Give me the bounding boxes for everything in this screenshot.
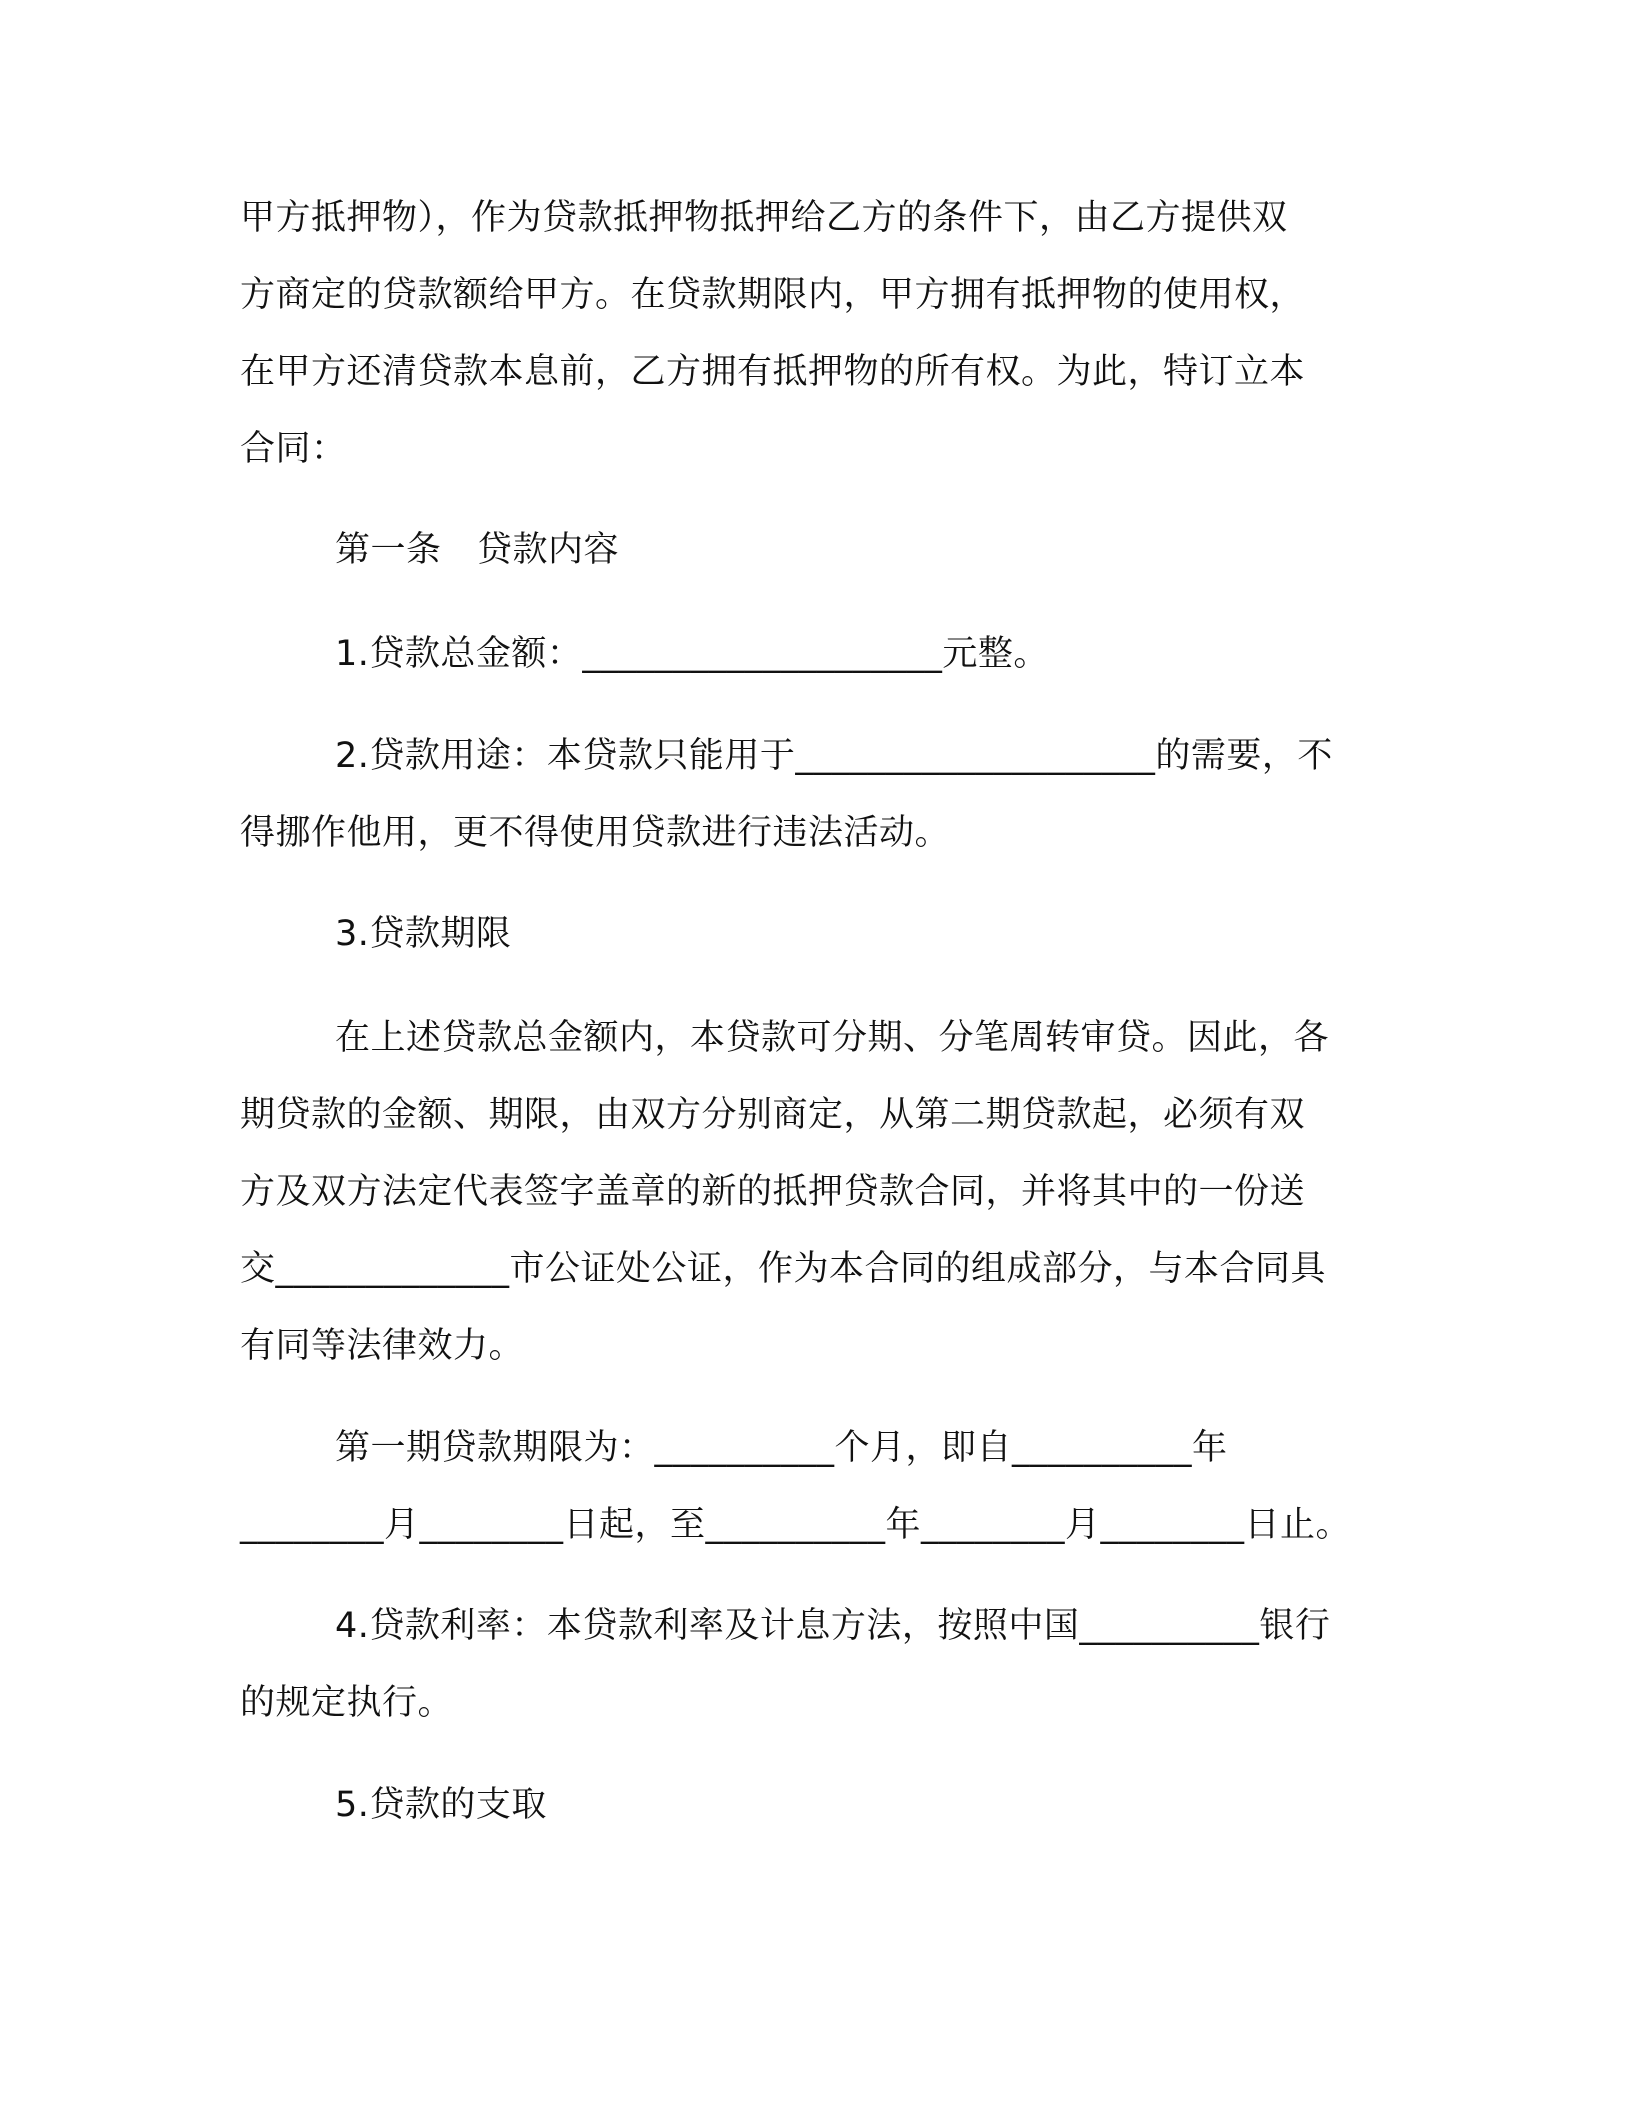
- clause-line: 2.贷款用途：本贷款只能用于____________________的需要，不: [335, 736, 1333, 776]
- paragraph-line: 合同：: [240, 429, 347, 469]
- paragraph-line: 交_____________市公证处公证，作为本合同的组成部分，与本合同具: [240, 1249, 1327, 1289]
- paragraph-line: 有同等法律效力。: [240, 1326, 525, 1366]
- paragraph-line: 第一期贷款期限为：__________个月，即自__________年: [335, 1428, 1228, 1468]
- paragraph-line: 期贷款的金额、期限，由双方分别商定，从第二期贷款起，必须有双: [240, 1095, 1306, 1135]
- clause-heading: 5.贷款的支取: [335, 1785, 547, 1825]
- paragraph-line: 方及双方法定代表签字盖章的新的抵押贷款合同，并将其中的一份送: [240, 1172, 1306, 1212]
- paragraph-line: 甲方抵押物），作为贷款抵押物抵押给乙方的条件下，由乙方提供双: [240, 198, 1288, 238]
- paragraph-line: 在甲方还清贷款本息前，乙方拥有抵押物的所有权。为此，特订立本: [240, 352, 1306, 392]
- section-heading: 第一条 贷款内容: [335, 530, 620, 570]
- paragraph-line: 方商定的贷款额给甲方。在贷款期限内，甲方拥有抵押物的使用权，: [240, 275, 1306, 315]
- paragraph-line: 得挪作他用，更不得使用贷款进行违法活动。: [240, 813, 951, 853]
- clause-line: 4.贷款利率：本贷款利率及计息方法，按照中国__________银行: [335, 1606, 1331, 1646]
- clause-line: 1.贷款总金额：____________________元整。: [335, 634, 1049, 674]
- clause-heading: 3.贷款期限: [335, 914, 512, 954]
- paragraph-line: ________月________日起，至__________年________月________日止。: [240, 1505, 1352, 1545]
- paragraph-line: 在上述贷款总金额内，本贷款可分期、分笔周转审贷。因此，各: [335, 1018, 1330, 1058]
- paragraph-line: 的规定执行。: [240, 1683, 454, 1723]
